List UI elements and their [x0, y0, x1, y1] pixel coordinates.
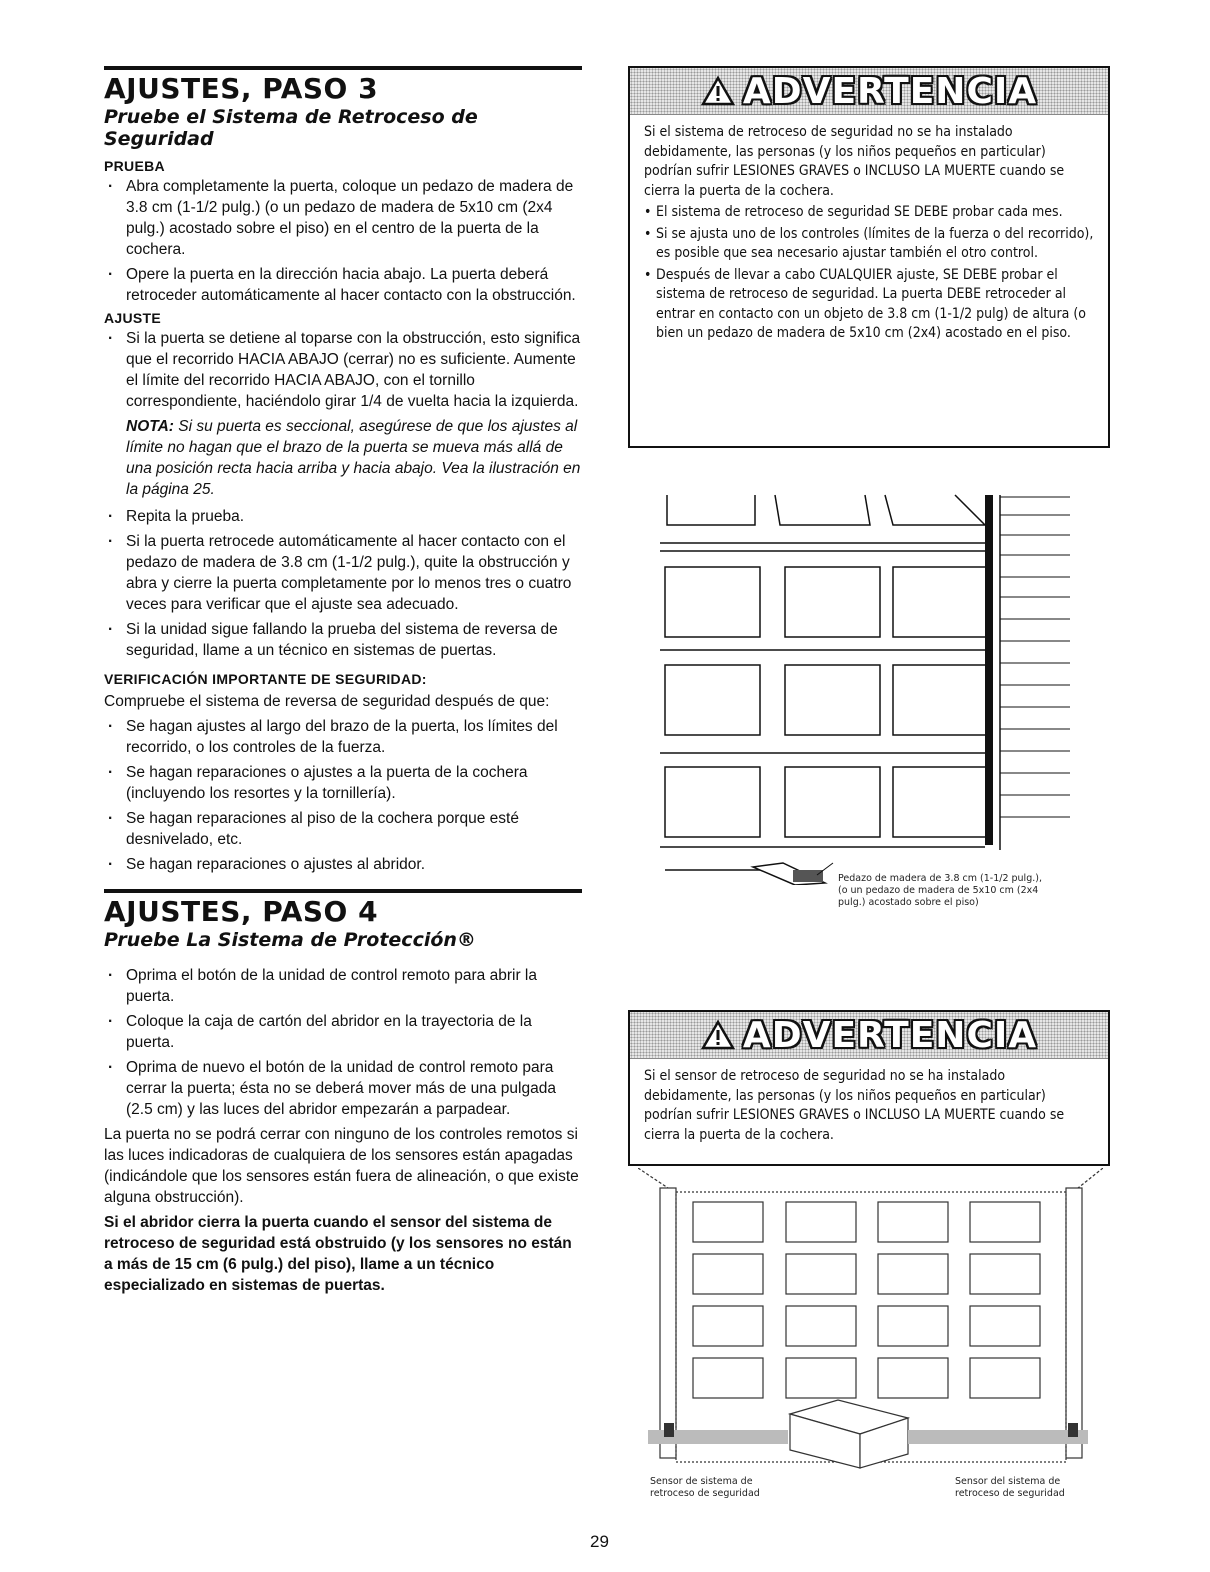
list-item: · Oprima de nuevo el botón de la unidad de control remoto para cerrar la puerta; ésta no se deberá mover más de una pulgada (2.5 cm) y las luces del abridor empezarán a parpadear. — [104, 1057, 582, 1120]
step3-title: AJUSTES, PASO 3 — [104, 72, 379, 105]
list-item: · Abra completamente la puerta, coloque un pedazo de madera de 3.8 cm (1-1/2 pulg.) (o un pedazo de madera de 5x10 cm (2x4 pulg.) acostado sobre el piso) en el centro de la puerta de la cochera. — [104, 176, 582, 260]
warning-box-2 — [628, 1010, 1110, 1166]
list-item: · Si la unidad sigue fallando la prueba del sistema de reversa de seguridad, llame a un técnico en sistemas de puertas. — [104, 619, 582, 661]
protector-system-figure — [638, 1168, 1103, 1478]
prueba-label: PRUEBA — [104, 158, 165, 174]
verificacion-intro: Compruebe el sistema de reversa de seguridad después de que: — [104, 693, 550, 710]
sensor-right — [1068, 1423, 1078, 1437]
page-number: 29 — [590, 1532, 609, 1551]
step4-paragraph: La puerta no se podrá cerrar con ninguno de los controles remotos si las luces indicadoras de cualquiera de los sensores están apagadas (indicándole que los sensores están fuera de alineación, o que existe alguna obstrucción). — [104, 1126, 579, 1206]
warning-box-1 — [628, 66, 1110, 448]
list-item: • Si se ajusta uno de los controles (límites de la fuerza o del recorrido), es posible que sea necesario ajustar también el otro control. — [644, 225, 1094, 264]
nota-note — [104, 416, 582, 500]
warning-title: ADVERTENCIA — [742, 1014, 1038, 1056]
list-item: · Se hagan reparaciones o ajustes al abridor. — [104, 854, 582, 875]
step4-list — [104, 965, 582, 1120]
prueba-list — [104, 176, 582, 306]
list-item: · Oprima el botón de la unidad de control remoto para abrir la puerta. — [104, 965, 582, 1007]
warning-text: Si el sensor de retroceso de seguridad no se ha instalado debidamente, las personas (y los niños pequeños en particular) podrían sufrir LESIONES GRAVES o INCLUSO LA MUERTE cuando se cierra la puerta de la cochera. — [644, 1068, 1065, 1143]
warning-body — [630, 115, 1108, 356]
list-item: · Se hagan reparaciones al piso de la cochera porque esté desnivelado, etc. — [104, 808, 582, 850]
list-item: · Si la puerta retrocede automáticamente al hacer contacto con el pedazo de madera de 3.8 cm (1-1/2 pulg.), quite la obstrucción y abra y cierre la puerta completamente por lo menos tres o cuatro veces para verificar que el ajuste sea adecuado. — [104, 531, 582, 615]
warning-triangle-icon — [701, 76, 735, 106]
section-rule — [104, 66, 582, 70]
list-item: • El sistema de retroceso de seguridad SE DEBE probar cada mes. — [644, 203, 1094, 223]
list-item: · Se hagan reparaciones o ajustes a la puerta de la cochera (incluyendo los resortes y la tornillería). — [104, 762, 582, 804]
nota-text: Si su puerta es seccional, asegúrese de que los ajustes al límite no hagan que el brazo de la puerta se mueva más allá de una posición recta hacia arriba y hacia abajo. Vea la ilustración en la página 25. — [126, 418, 581, 498]
warning-header — [630, 1012, 1108, 1059]
ajuste-list-more — [104, 506, 582, 661]
list-item: • Después de llevar a cabo CUALQUIER ajuste, SE DEBE probar el sistema de retroceso de seguridad. La puerta DEBE retroceder al entrar en contacto con un objeto de 3.8 cm (1-1/2 pulg) de altura (o bien un pedazo de madera de 5x10 cm (2x4) acostado en el piso. — [644, 266, 1094, 344]
list-item: · Opere la puerta en la dirección hacia abajo. La puerta deberá retroceder automáticamente al hacer contacto con la obstrucción. — [104, 264, 582, 306]
list-item: · Si la puerta se detiene al toparse con la obstrucción, esto significa que el recorrido HACIA ABAJO (cerrar) no es suficiente. Aumente el límite del recorrido HACIA ABAJO, con el tornillo correspondiente, haciéndolo girar 1/4 de vuelta hacia la izquierda. — [104, 328, 582, 412]
warning-body — [630, 1059, 1108, 1155]
step4-bold-paragraph: Si el abridor cierra la puerta cuando el sensor del sistema de retroceso de seguridad está obstruido (y los sensores no están a más de 15 cm (6 pulg.) del piso), llame a un técnico especializado en sistemas de puertas. — [104, 1214, 572, 1294]
list-item: · Repita la prueba. — [104, 506, 582, 527]
step4-subtitle: Pruebe La Sistema de Protección® — [104, 929, 476, 951]
warning-title: ADVERTENCIA — [742, 70, 1038, 112]
list-item: · Se hagan ajustes al largo del brazo de la puerta, los límites del recorrido, o los controles de la fuerza. — [104, 716, 582, 758]
sensor-caption-right: Sensor del sistema de retroceso de seguridad — [955, 1476, 1065, 1499]
left-column — [104, 66, 582, 1300]
garage-door-figure — [655, 485, 1075, 885]
sensor-left — [664, 1423, 674, 1437]
nota-label: NOTA: — [126, 418, 174, 435]
ajuste-label: AJUSTE — [104, 310, 162, 326]
door-jamb — [985, 495, 993, 845]
wood-block-caption: Pedazo de madera de 3.8 cm (1-1/2 pulg.), (o un pedazo de madera de 5x10 cm (2x4 pulg.) acostado sobre el piso) — [838, 873, 1042, 908]
step4-title: AJUSTES, PASO 4 — [104, 895, 379, 928]
list-item: · Coloque la caja de cartón del abridor en la trayectoria de la puerta. — [104, 1011, 582, 1053]
warning-list — [644, 203, 1094, 344]
verificacion-list — [104, 716, 582, 875]
floor-hatch-right — [908, 1430, 1088, 1444]
step3-subtitle: Pruebe el Sistema de Retroceso de Seguridad — [104, 106, 478, 150]
wood-block — [753, 863, 825, 885]
warning-triangle-icon — [701, 1020, 735, 1050]
section-rule — [104, 889, 582, 893]
ajuste-list — [104, 328, 582, 412]
warning-intro: Si el sistema de retroceso de seguridad no se ha instalado debidamente, las personas (y los niños pequeños en particular) podrían sufrir LESIONES GRAVES o INCLUSO LA MUERTE cuando se cierra la puerta de la cochera. — [644, 124, 1065, 199]
warning-header — [630, 68, 1108, 115]
sensor-caption-left: Sensor de sistema de retroceso de seguridad — [650, 1476, 760, 1499]
verificacion-label: VERIFICACIÓN IMPORTANTE DE SEGURIDAD: — [104, 671, 427, 687]
